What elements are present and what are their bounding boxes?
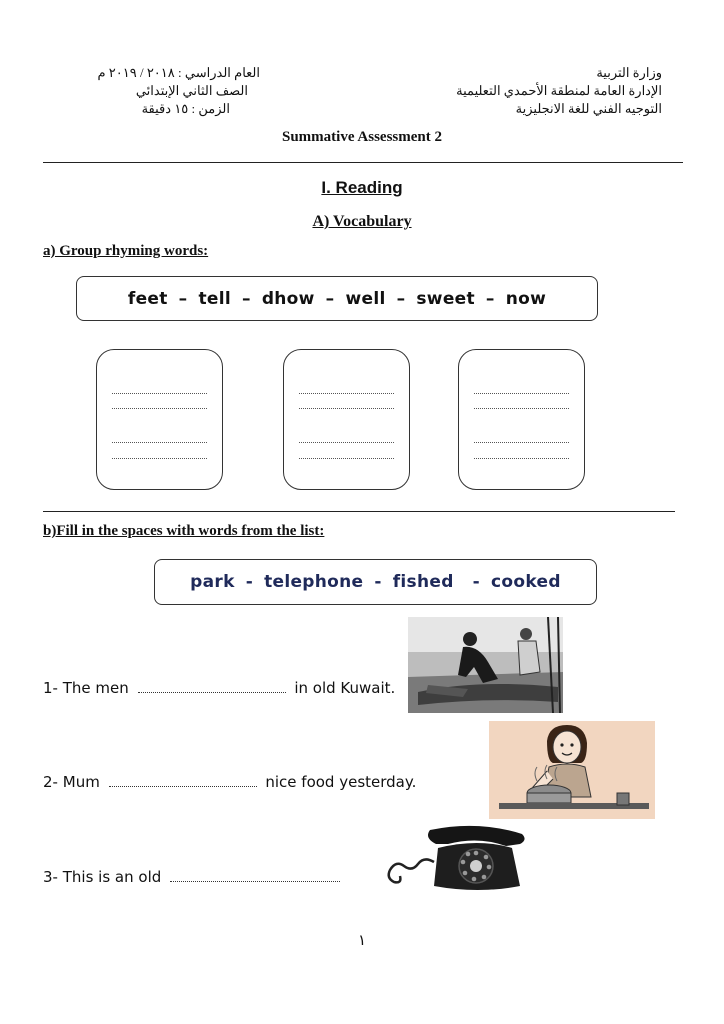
writing-line: [112, 442, 207, 443]
writing-line: [299, 458, 394, 459]
word-separator: –: [325, 288, 335, 309]
rhyme-group-box-2[interactable]: [283, 349, 410, 490]
answer-blank[interactable]: [138, 692, 286, 693]
word-well: well: [345, 288, 386, 309]
fishermen-photo: [408, 617, 563, 713]
word-separator: –: [178, 288, 188, 309]
word-separator: –: [242, 288, 251, 309]
writing-line: [299, 442, 394, 443]
rhyming-word-bank: [76, 276, 598, 321]
old-telephone-photo: [382, 822, 528, 894]
directorate-name: الإدارة العامة لمنطقة الأحمدي التعليمية: [456, 83, 662, 98]
word-sweet: sweet: [416, 288, 475, 309]
word-tell: tell: [198, 288, 231, 309]
time-allowed: الزمن : ١٥ دقيقة: [141, 101, 230, 116]
word-separator: –: [485, 288, 495, 309]
answer-blank[interactable]: [170, 881, 340, 882]
writing-line: [474, 458, 569, 459]
writing-line: [474, 393, 569, 394]
sentence-text-after: nice food yesterday.: [265, 773, 417, 791]
word-telephone: telephone: [264, 572, 364, 592]
department-name: التوجيه الفني للغة الانجليزية: [515, 101, 662, 116]
sentence-number: 3-: [43, 868, 58, 886]
rhyme-group-box-1[interactable]: [96, 349, 223, 490]
word-separator: -: [472, 572, 481, 592]
sentence-text-after: in old Kuwait.: [294, 679, 396, 697]
section-divider: [43, 511, 675, 512]
answer-blank[interactable]: [109, 786, 257, 787]
sentence-3: [43, 868, 344, 886]
sentence-1: [43, 679, 395, 697]
header-right: [402, 64, 662, 118]
grade-level: الصف الثاني الإبتدائي: [135, 83, 248, 98]
header-left: [40, 64, 260, 118]
writing-line: [299, 408, 394, 409]
word-cooked: cooked: [491, 572, 561, 592]
word-now: now: [505, 288, 547, 309]
header-divider: [43, 162, 683, 163]
writing-line: [112, 458, 207, 459]
writing-line: [299, 393, 394, 394]
sentence-number: 1-: [43, 679, 58, 697]
fill-word-bank: [154, 559, 597, 605]
word-separator: -: [374, 572, 382, 592]
academic-year: العام الدراسي : ٢٠١٨ / ٢٠١٩ م: [97, 65, 260, 80]
ministry-name: وزارة التربية: [596, 65, 662, 80]
word-separator: –: [396, 288, 406, 309]
word-park: park: [190, 572, 235, 592]
sentence-number: 2-: [43, 773, 58, 791]
word-dhow: dhow: [261, 288, 315, 309]
page-number: ١: [357, 933, 367, 949]
sentence-text-before: Mum: [62, 773, 100, 791]
word-fished: fished: [392, 572, 454, 592]
part-a-instruction: a) Group rhyming words:: [43, 243, 209, 259]
sentence-text-before: The men: [62, 679, 129, 697]
mum-cooking-clipart: [489, 721, 655, 819]
writing-line: [474, 408, 569, 409]
section-title: I. Reading: [321, 178, 403, 197]
section-subtitle: A) Vocabulary: [312, 213, 412, 230]
writing-line: [474, 442, 569, 443]
assessment-title: Summative Assessment 2: [282, 129, 442, 145]
sentence-text-before: This is an old: [62, 868, 162, 886]
writing-line: [112, 393, 207, 394]
rhyme-group-box-3[interactable]: [458, 349, 585, 490]
writing-line: [112, 408, 207, 409]
word-feet: feet: [127, 288, 168, 309]
word-separator: -: [245, 572, 254, 592]
sentence-2: [43, 773, 416, 791]
part-b-instruction: b)Fill in the spaces with words from the list:: [43, 523, 325, 539]
